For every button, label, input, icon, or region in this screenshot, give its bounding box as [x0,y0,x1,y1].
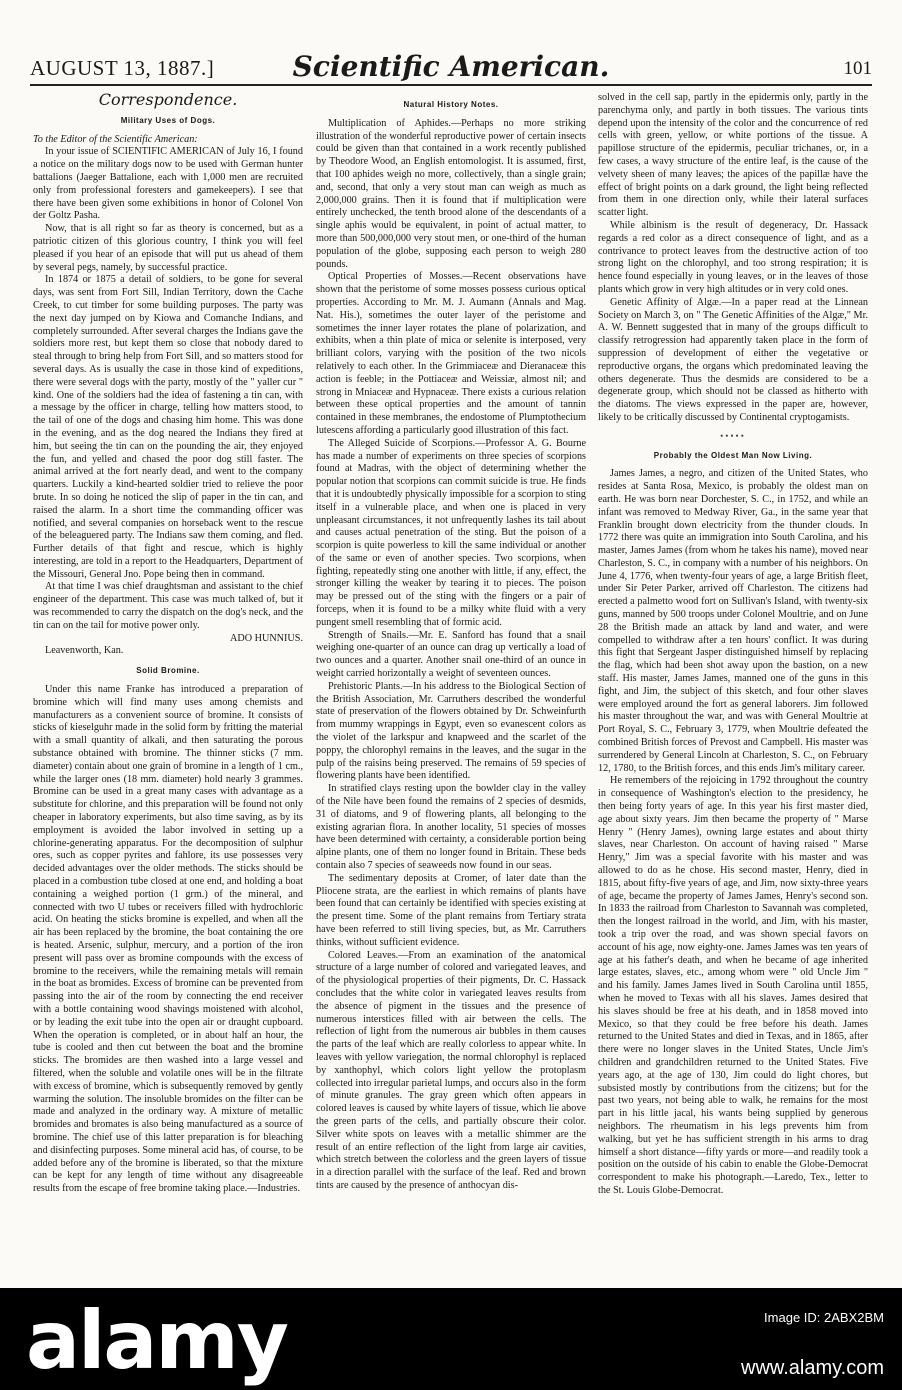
column-2 [316,92,586,1270]
paragraph: Genetic Affinity of Algæ.—In a paper read at the Linnean Society on March 3, on " The Genetic Affinities of the Algæ," Mr. A. W. Bennett suggested that in many of the groups difficult to classify retrogression had apparently taken place in the form of suppression of development of either the vegetative or reproductive organs, the organs which predominated leaving the others degenerate. Thus the desmids are considered to be a degenerate group, which should not be classed as hitherto with the diatoms. The views expressed in the paper are, however, likely to be critically discussed by Continental cryptogamists. [598,296,868,423]
paragraph: He remembers of the rejoicing in 1792 throughout the country in consequence of Washington's election to the presidency, he then being forty years of age. In this year his first master died, age about sixty years. Jim then became the property of " Marse Henry " (Henry James), owning large estates and about thirty slaves, near Charleston. On account of having raised " Marse Henry," Jim was a special favorite with his master and was allowed to do as he chose. His second master, Henry, died in 1815, about fifty-five years of age, and Jim, now sixty-three years of age, became the property of James James, Henry's second son. In 1833 the railroad from Charleston to Savannah was completed, then the longest railroad in the world, and Jim, with his master, took a trip over the road, and was shown special favors on account of his age, now eighty-one. James James was ten years of age at his father's death, and when he became of age inherited large estates, slaves, etc., among whom were " old Uncle Jim " and his family. James James lived in South Carolina until 1855, when he moved to Texas with all his slaves. James desired that his slaves should be free at his death, and in 1858 moved into Mexico, so that they could be free before his death. James returned to the United States and died in Texas, and in 1865, after there were no longer slaves in the United States, Uncle Jim's children and grandchildren returned to the United States. Five years ago, at the age of 130, Jim could do light chores, but subsisted mostly by contributions from the citizens; but for the past two years, not being able to walk, he remains for the most part in his little jacal, his wants being supplied by generous neighbors. The rheumatism in his legs prevents him from walking, but yet he has sufficient strength in his arms to drag himself a short distance—fifty yards or more—and readily took a position on the outside of his cabin to enable the Globe-Democrat correspondent to make his photograph.—Laredo, Tex., letter to the St. Louis Globe-Democrat. [598,775,868,1196]
article-heading: Probably the Oldest Man Now Living. [653,450,813,460]
watermark-image-id: Image ID: 2ABX2BM [764,1310,884,1325]
paragraph: Prehistoric Plants.—In his address to the Biological Section of the British Association, Mr. Carruthers described the wonderful state of preservation of the flowers obtained by Dr. Schweinfurth from mummy wrappings in Egypt, even so evanescent colors as the violet of the larkspur and knapweed and the scarlet of the poppy, the chlorophyl remains in the leaves, and the sugar in the pulp of the raisins being preserved. The remains of 59 species of flowering plants have been identified. [316,680,586,782]
paragraph: Optical Properties of Mosses.—Recent observations have shown that the peristome of some mosses possess curious optical properties. According to Mr. M. J. Aumann (Annals and Mag. Nat. His.), sometimes the outer layer of the peristome and sometimes the inner layer rotates the plane of polarization, and exhibits, when a thin plate of mica or selenite is interposed, very brilliant colors, varying with the position of the two nicols relatively to each other. In the Grimmiaceæ and Dieranaceæ this action is feeble; in the Pottiaceæ and Weissiæ, almost nil; and strong in Mniaceæ and Hypnaceæ. There exists a curious relation between these optical properties and the amount of tannin contained in these membranes, the endostome of Plumptothecium lutescens affording a particularly good illustration of this fact. [316,271,586,436]
watermark-url: www.alamy.com [741,1357,884,1379]
article-heading: Solid Bromine. [136,666,200,676]
signature: ADO HUNNIUS. [229,632,303,644]
paragraph: In stratified clays resting upon the bowlder clay in the valley of the Nile have been found the remains of 2 species of desmids, 31 of diatoms, and 9 of flowering plants, all belonging to the existing agrarian flora. In another locality, 51 species of mosses have been determined with certainty, a considerable portion being alpine plants, one of them no longer found in Britain. These beds contain also 7 species of seaweeds now found in our seas. [316,783,586,872]
paragraph: Colored Leaves.—From an examination of the anatomical structure of a large number of colored and variegated leaves, and of the physiological properties of their pigments, Dr. C. Hassack concludes that the white color in variegated leaves results from the absence of pigment in the tissues and the presence of numerous interstices filled with air between the cells. The reflection of light from the numerous air bubbles in them causes the parts of the leaf which are really colorless to appear white. In leaves with yellow variegation, the normal chlorophyl is replaced by xanthophyl, which colors light yellow the protoplasm collected into irregular parietal lumps, and occurs also in the form of minute granules. The gray green which often appears in colored leaves is caused by white layers of tissue, which lie above the green parts of the cells, and partially obscure their color. Silver white spots on leaves with a metallic shimmer are the result of an entire reflection of the light from large air cavities, which stretch between the colorless and the green layers of tissue in a direction parallel with the surface of the leaf. Red and brown tints are caused by the presence of anthocyan dis- [316,949,586,1191]
page-header [30,50,872,84]
paragraph: solved in the cell sap, partly in the epidermis only, partly in the parenchyma only, and partly in both tissues. The various tints depend upon the intensity of the color and the concurrence of red cells with green, yellow, or white portions of the tissue. A papillose structure of the epidermis, peculiar trichanes, or, in a few cases, a wavy structure of the entire leaf, is the cause of the velvety sheen of many leaves; the apices of the papillæ have the effect of bright points on a dark ground, the light being reflected from them in one direction only, while their lateral surfaces scatter light. [598,92,868,219]
paragraph: In your issue of SCIENTIFIC AMERICAN of July 16, I found a notice on the military dogs now to be used with German hunter battalions (Jaeger Battalione, each with 1,000 men are recruited only from professional foresters and gamekeepers). I see that there have been given some exhibitions in honor of Colonel Von der Goltz Pasha. [33,146,303,222]
paragraph: Now, that is all right so far as theory is concerned, but as a patriotic citizen of this glorious country, I think you will feel pleased if you hear of an episode that will put us ahead of them by several pegs, namely, by successful practice. [33,223,303,273]
article-heading: Military Uses of Dogs. [120,115,216,125]
section-ornament: ••••• [720,430,746,441]
page-number: 101 [843,58,872,79]
paragraph: In 1874 or 1875 a detail of soldiers, to be gone for several days, was sent from Fort Sill, Indian Territory, down the Cache Creek, to cut timber for some building purposes. The party was the next day jumped on by Kiowa and Comanche Indians, and completely surrounded. After several charges the Indians gave the soldiers more rest, but kept them so close that nobody dared to steal through to bring help from Fort Sill, and so matters stood for several days. As is usually the case in those kind of expeditions, there were several dogs with the party, mostly of the " yaller cur " kind. One of the soldiers had the idea of fastening a tin can, with a message by the officer in charge, telling how matters stood, to the tail of one of the dogs and chasing him home. This was done in the evening, and as the dog neared the Indians they fired at him, but seeing the tin can on the pounding the air, they enjoyed the fun, and yelled and chased the poor dog still faster. The animal arrived at the fort nearly dead, and went to the company quarters. Luckily a kind-hearted soldier tried to relieve the poor brute. In so doing he noticed the slip of paper in the tin can, and raised the alarm. In a short time the commanding officer was notified, and several companies on horseback went to the rescue of the beleaguered party. The Indians saw them coming, and fled. Further details of that fight and rescue, which is highly interesting, are told in a report to the Headquarters, Department of the Missouri, General Jno. Pope being then in command. [33,274,303,580]
masthead-title: Scientific American. [292,50,610,83]
watermark-logo: alamy [26,1294,287,1387]
paragraph: While albinism is the result of degeneracy, Dr. Hassack regards a red color as a direct consequence of light, and as a contrivance to protect leaves from the destructive action of too strong light on the chlorophyl, and too strong respiration; it is hence found especially in young leaves, or in the leaves of those plants which grow in very high altitudes or in very cold ones. [598,219,868,295]
signature-place: Leavenworth, Kan. [45,645,124,657]
paragraph: At that time I was chief draughtsman and assistant to the chief engineer of the department. This case was much talked of, but it was recommended to carry the dispatch on the dog's neck, and the tin can on the tail for motive power only. [33,581,303,631]
salutation: To the Editor of the Scientific American: [33,133,198,145]
column-1 [33,92,303,1270]
column-3 [598,92,868,1270]
paragraph: The Alleged Suicide of Scorpions.—Professor A. G. Bourne has made a number of experiments on three species of scorpions found at Madras, with the object of determining whether the popular notion that scorpions can commit suicide is true. He finds that it is undoubtedly physically impossible for a scorpion to sting itself in a vulnerable place, and when one is placed in very unpleasant circumstances, it not unfrequently lashes its tail about and causes actual penetration of the sting. But the poison of a scorpion is quite powerless to kill the same individual or another of the same or even of another species. Two scorpions, when fighting, repeatedly sting one another with little, if any, effect, the stronger killing the weaker by tearing it to pieces. The poison may be pressed out of the sting with the fingers or a pair of forceps, when it is found to be a milky white fluid with a very pungent smell resembling that of formic acid. [316,437,586,628]
paragraph: Under this name Franke has introduced a preparation of bromine which will find many uses among chemists and manufacturers as a convenient source of bromine. It consists of sticks of kieselguhr made in the solid form by fritting the material with a small quantity of alkali, and then saturating the porous substance obtained with bromine. The thinner sticks (7 mm. diameter) contain about one grain of bromine in a length of 1 cm., while the larger ones (18 mm. diameter) hold nearly 3 grammes. Bromine can be used in a great many cases with advantage as a substitute for chlorine, and this preparation will be found not only cheaper in laboratory experiments, but also time saving, as by its employment is avoided the labor involved in setting up a chlorine-generating apparatus. For the decomposition of sulphur ores, such as copper pyrites and fahlore, its use possesses very decided advantages over the older methods. The sticks should be placed in a combustion tube closed at one end, and holding a boat containing a weighed portion (1 grm.) of the mineral, and connected with two U tubes or receivers filled with hydrochloric acid. On heating the sticks bromine is expelled, and when all the air has been replaced by the bromine, the boat containing the ore is heated. Arsenic, sulphur, mercury, and a portion of the iron present will pass over as bromine compounds with the excess of bromine to the receivers, while the remaining metals will remain in the boat as bromides. Excess of bromine can be prevented from passing into the air of the room by connecting the end receiver with a bottle containing wood shavings moistened with alcohol, or by leading the exit tube into the open air or draught cupboard. When the operation is completed, or in about half an hour, the tube is cooled and then cut between the boat and the bromine sticks. The bromides are then washed into a large vessel and filtered, when the soluble and volatile ones will be in the filtrate with excess of bromine, which is subsequently removed by gently warming the solution. The insoluble bromides on the filter can be made and analyzed in the ordinary way. A mixture of metallic bromides and bromates is also being manufactured as a source of bromine. The chief use of this latter preparation is for bleaching and disinfecting purposes. Some mineral acid has, of course, to be added before any of the bromine is liberated, so that the mixture can be kept for any length of time without any disagreeable results from the escape of free bromine taking place.—Industries. [33,684,303,1195]
issue-date: AUGUST 13, 1887.] [30,56,215,80]
section-title: Correspondence. [98,92,238,109]
paragraph: Multiplication of Aphides.—Perhaps no more striking illustration of the wonderful reproductive power of certain insects could be given than that contained in a work recently published by Theodore Wood, an English entomologist. It is assumed, first, that 100 aphides weigh no more, collectively, than a single grain; and, second, that only a very stout man can weigh as much as 2,000,000 grains. Then it is found that if multiplication were entirely unchecked, the tenth brood alone of the descendants of a single aphis would be equivalent, in point of actual matter, to more than 500,000,000 very stout men, or one-third of the human population of the globe, supposing each person to weigh 280 pounds. [316,117,586,270]
paragraph: The sedimentary deposits at Cromer, of later date than the Pliocene strata, are the earliest in which remains of plants have been found that can certainly be identified with species existing at the present time. Some of the plant remains from Tertiary strata have been referred to still living species, but, as Mr. Carruthers thinks, without sufficient evidence. [316,872,586,948]
paragraph: James James, a negro, and citizen of the United States, who resides at Santa Rosa, Mexico, is probably the oldest man on earth. He was born near Dorchester, S. C., in 1752, and while an infant was removed to Medway River, Ga., in the same year that Franklin brought down electricity from the thunder clouds. In 1772 there was quite an immigration into South Carolina, and his master, James James (from whom he takes his name), moved near Charleston, S. C., in company with a number of his neighbors. On June 4, 1776, when twenty-four years of age, a large British fleet, under Sir Peter Parker, arrived off Charleston. The citizens had erected a palmetto wood fort on Sullivan's Island, with twenty-six guns, manned by 500 troops under Colonel Moultrie, and on June 28 the British made an attack by land and water, and were compelled to withdraw after a ten hours' conflict. It was during this fight that Sergeant Jasper distinguished himself by replacing the flag, which had been shot away upon the bastion, on a new staff. His master, James James, manned one of the guns in this fight, and Jim, the subject of this sketch, and four other slaves were employed around the fort as general laborers. Jim followed his master throughout the war, and was with General Moultrie at Port Royal, S. C., February 3, 1779, when Moultrie defeated the combined British forces of Prevost and Campbell. His master was surrendered by General Lincoln at Charleston, S. C., on February 12, 1780, to the British forces, and this ends Jim's military career. [598,468,868,774]
article-heading: Natural History Notes. [403,100,499,109]
header-rule [30,84,872,86]
paragraph: Strength of Snails.—Mr. E. Sanford has found that a snail weighing one-quarter of an ounce can drag up vertically a load of two ounces and a quarter. Another snail one-third of an ounce in weight carried horizontally a weight of seventeen ounces. [316,629,586,680]
